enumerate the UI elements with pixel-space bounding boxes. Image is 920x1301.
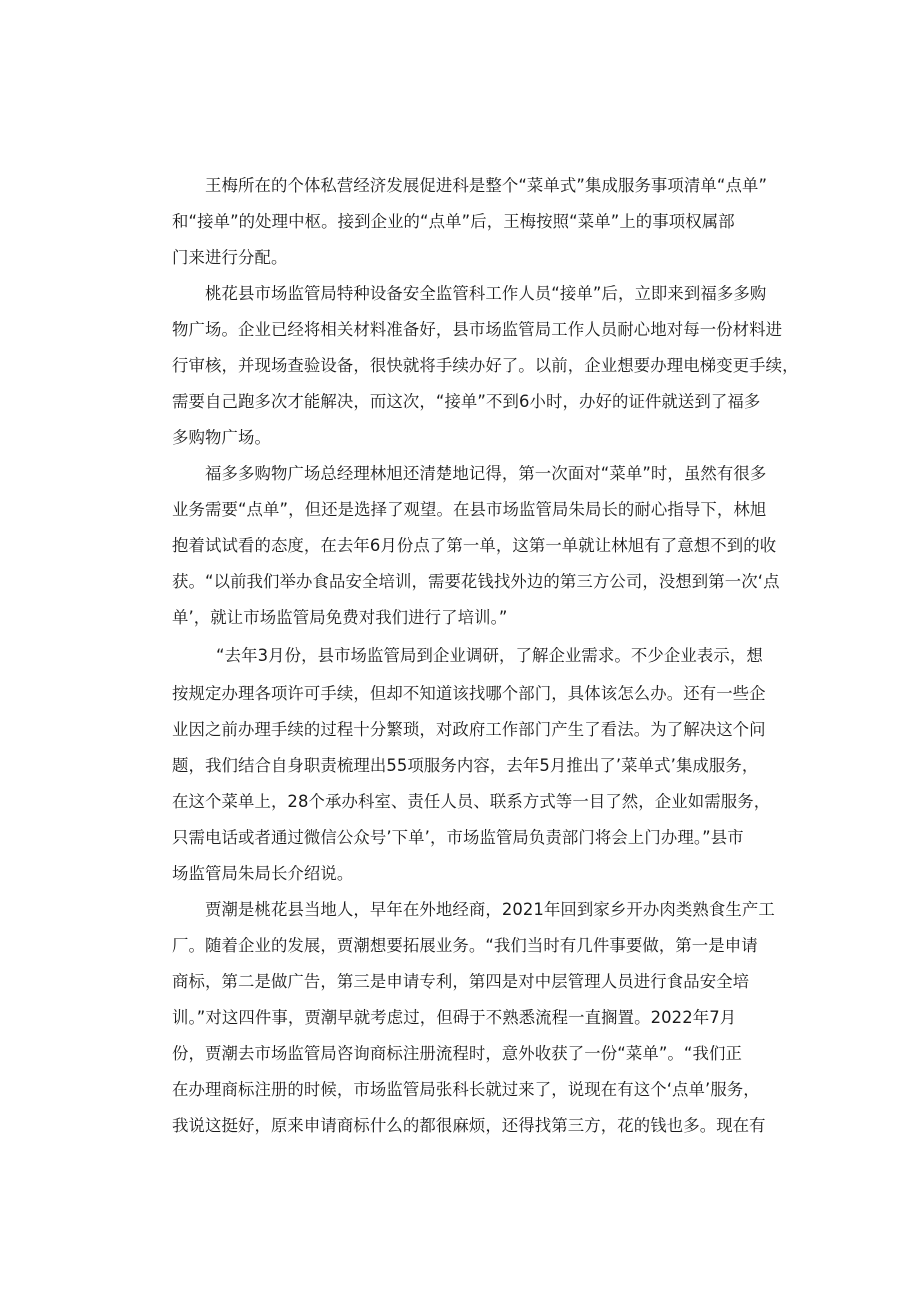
paragraph-2-line-2: 物广场。企业已经将相关材料准备好，县市场监管局工作人员耐心地对每一份材料进: [172, 320, 783, 339]
paragraph-3-line-3: 抱着试试看的态度，在去年6月份点了第一单，这第一单就让林旭有了意想不到的收: [172, 536, 777, 555]
paragraph-1-line-3: 门来进行分配。: [172, 248, 288, 267]
paragraph-5-line-5: 份，贾潮去市场监管局咨询商标注册流程时，意外收获了一份“菜单”。“我们正: [172, 1044, 742, 1063]
paragraph-5-line-2: 厂。随着企业的发展，贾潮想要拓展业务。“我们当时有几件事要做，第一是申请: [172, 936, 758, 955]
paragraph-4-line-1: “去年3月份，县市场监管局到企业调研，了解企业需求。不少企业表示，想: [216, 646, 763, 665]
paragraph-1-line-1: 王梅所在的个体私营经济发展促进科是整个“菜单式”集成服务事项清单“点单”: [205, 176, 768, 195]
paragraph-5-line-3: 商标，第二是做广告，第三是申请专利，第四是对中层管理人员进行食品安全培: [172, 972, 750, 991]
paragraph-4-line-3: 业因之前办理手续的过程十分繁琐，对政府工作部门产生了看法。为了解决这个问: [172, 720, 766, 739]
paragraph-4-line-7: 场监管局朱局长介绍说。: [172, 864, 354, 883]
paragraph-4-line-4: 题，我们结合自身职责梳理出55项服务内容，去年5月推出了’菜单式’集成服务，: [172, 756, 759, 775]
paragraph-3-line-2: 业务需要“点单”，但还是选择了观望。在县市场监管局朱局长的耐心指导下，林旭: [172, 500, 767, 519]
paragraph-5-line-7: 我说这挺好，原来申请商标什么的都很麻烦，还得找第三方，花的钱也多。现在有: [172, 1116, 766, 1135]
paragraph-2-line-4: 需要自己跑多次才能解决，而这次，“接单”不到6小时，办好的证件就送到了福多: [172, 392, 761, 411]
paragraph-2-line-3: 行审核，并现场查验设备，很快就将手续办好了。以前，企业想要办理电梯变更手续，: [172, 356, 799, 375]
paragraph-5-line-4: 训。”对这四件事，贾潮早就考虑过，但碍于不熟悉流程一直搁置。2022年7月: [172, 1008, 737, 1027]
paragraph-4-line-5: 在这个菜单上，28个承办科室、责任人员、联系方式等一目了然，企业如需服务，: [172, 792, 771, 811]
paragraph-5-line-6: 在办理商标注册的时候，市场监管局张科长就过来了，说现在有这个‘点单’服务，: [172, 1080, 760, 1099]
paragraph-3-line-1: 福多多购物广场总经理林旭还清楚地记得，第一次面对“菜单”时，虽然有很多: [205, 464, 767, 483]
paragraph-2-line-5: 多购物广场。: [172, 428, 271, 447]
paragraph-1-line-2: 和“接单”的处理中枢。接到企业的“点单”后，王梅按照“菜单”上的事项权属部: [172, 212, 735, 231]
paragraph-3-line-5: 单’，就让市场监管局免费对我们进行了培训。”: [172, 608, 508, 627]
paragraph-2-line-1: 桃花县市场监管局特种设备安全监管科工作人员“接单”后，立即来到福多多购: [205, 284, 767, 303]
paragraph-5-line-1: 贾潮是桃花县当地人，早年在外地经商，2021年回到家乡开办肉类熟食生产工: [205, 900, 775, 919]
paragraph-4-line-2: 按规定办理各项许可手续，但却不知道该找哪个部门，具体该怎么办。还有一些企: [172, 684, 766, 703]
paragraph-3-line-4: 获。“以前我们举办食品安全培训，需要花钱找外边的第三方公司，没想到第一次‘点: [172, 572, 780, 591]
paragraph-4-line-6: 只需电话或者通过微信公众号’下单’，市场监管局负责部门将会上门办理。”县市: [172, 828, 744, 847]
